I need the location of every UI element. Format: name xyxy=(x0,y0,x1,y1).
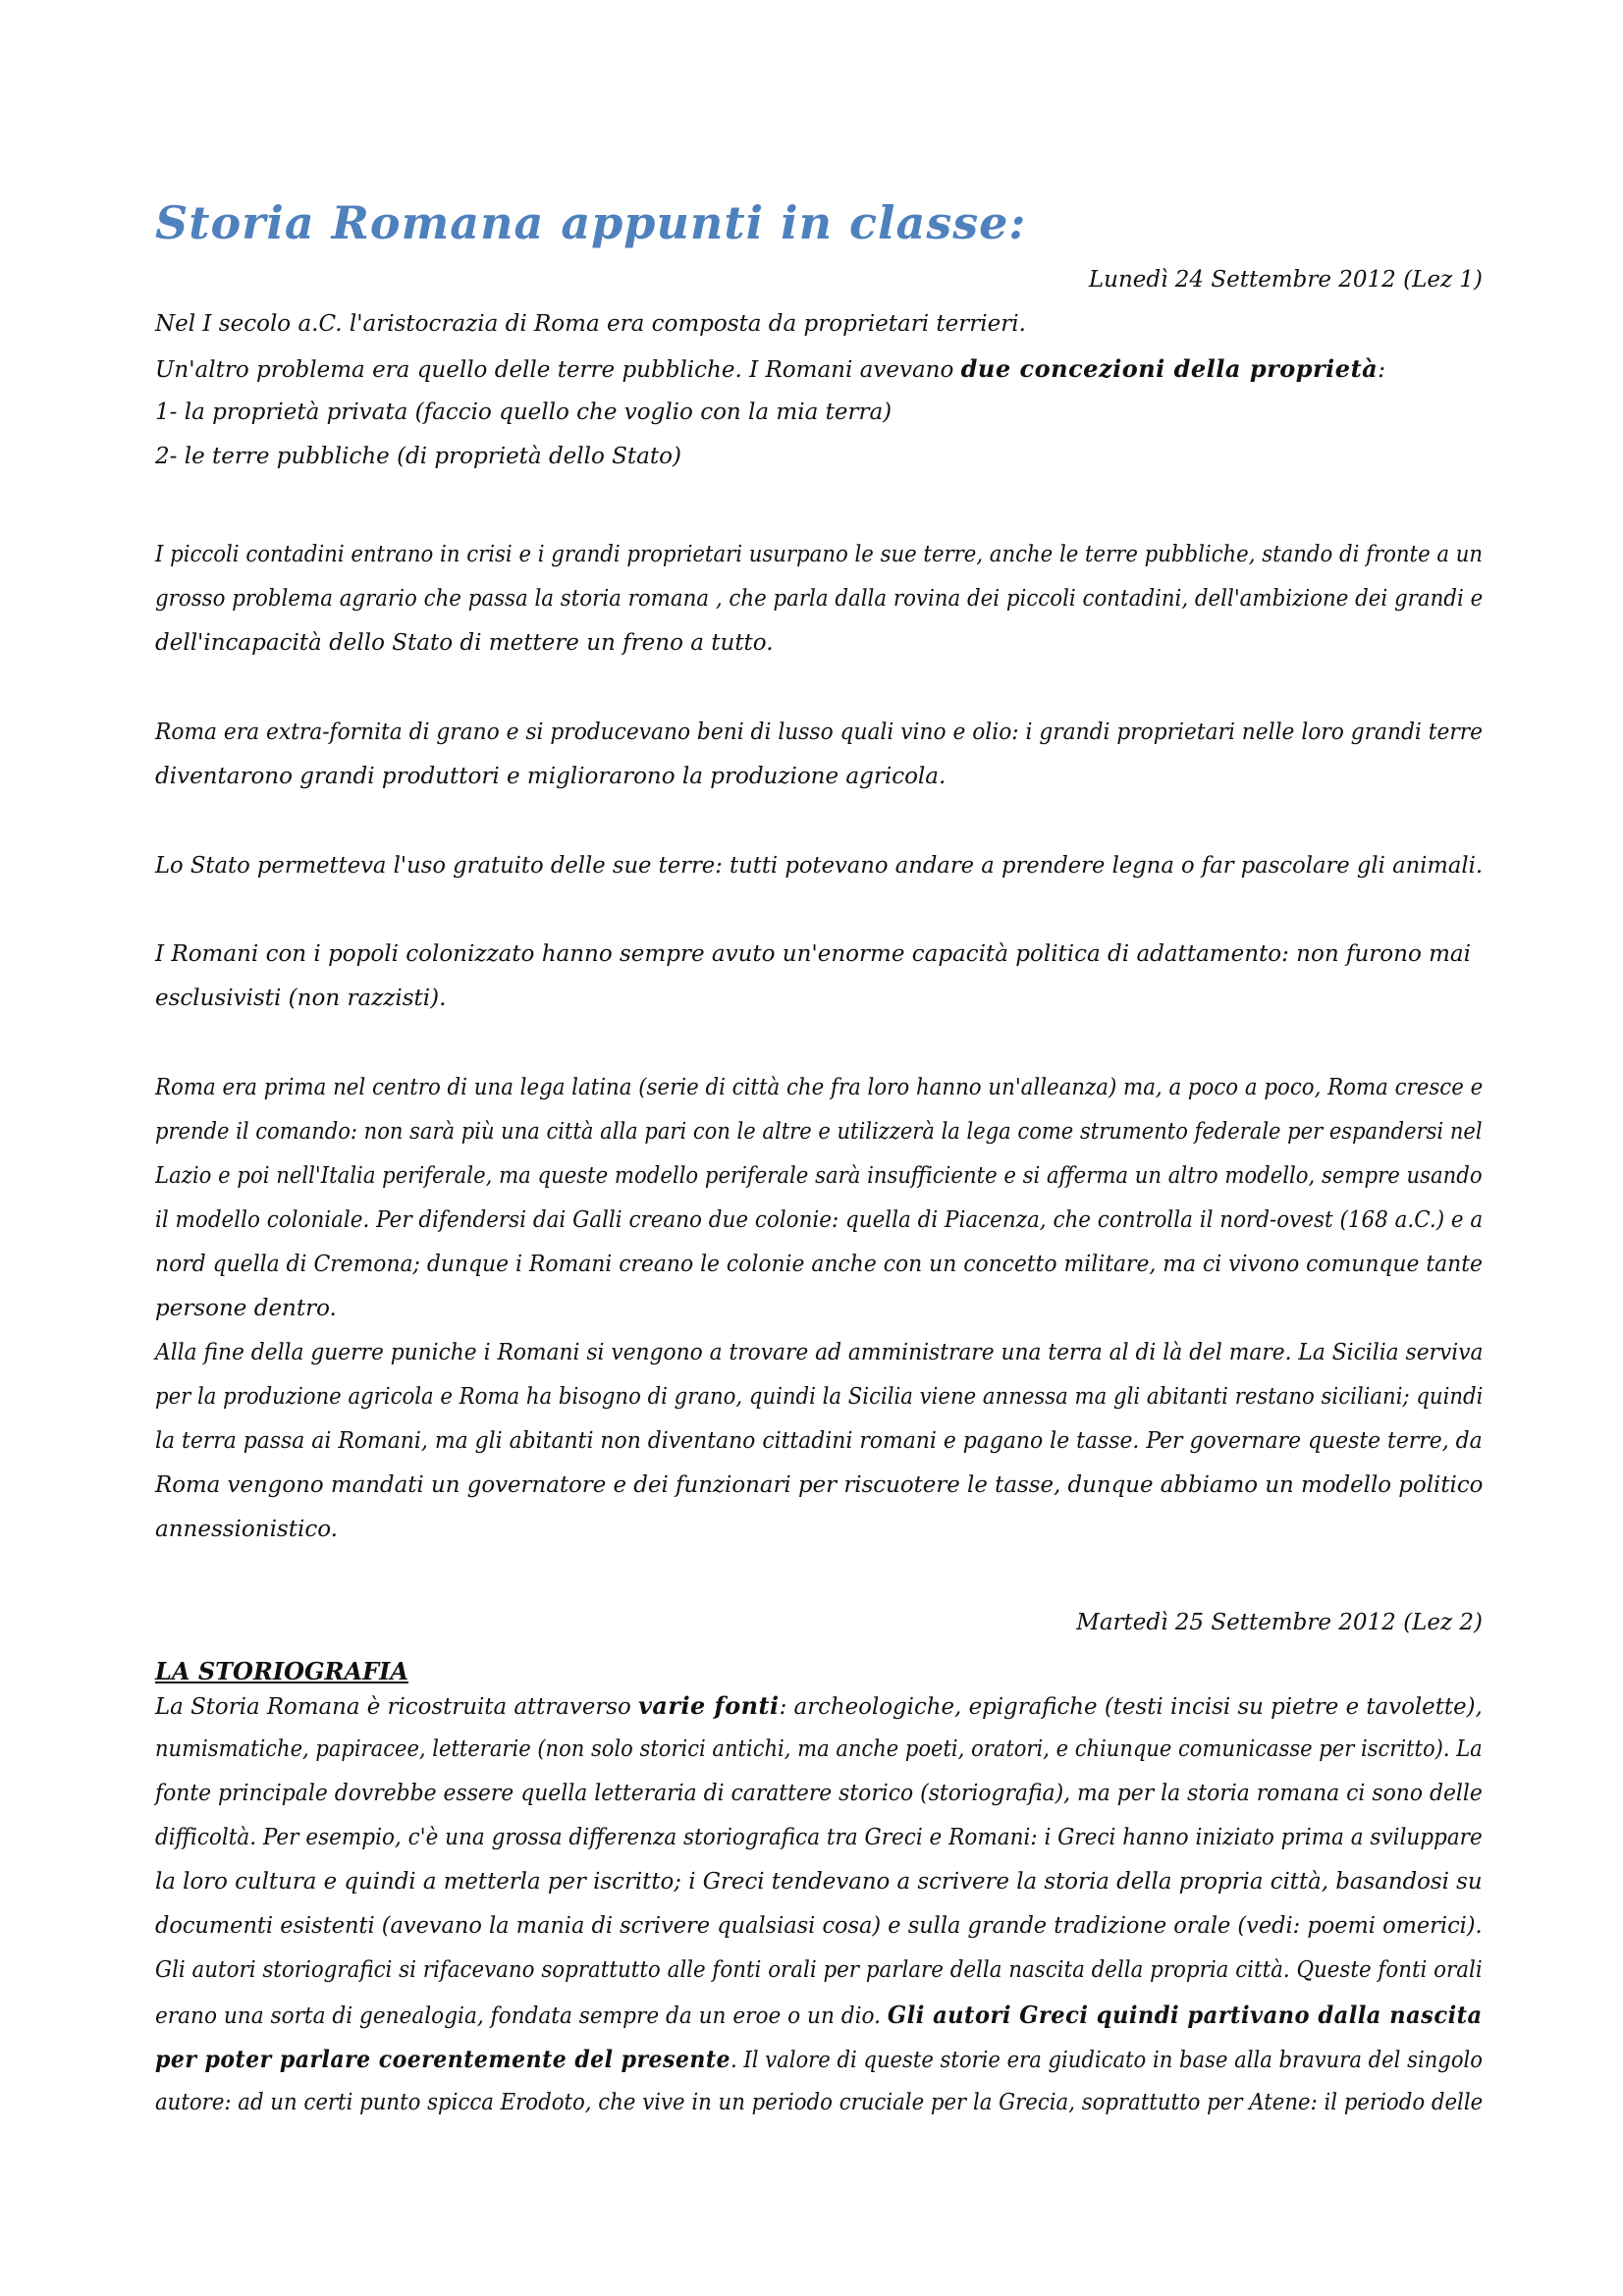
text-line: nord quella di Cremona; dunque i Romani creano le colonie anche con un concetto militare, ma ci vivono comunque tante xyxy=(155,1252,1483,1277)
text-line: annessionistico. xyxy=(155,1517,338,1542)
text-span: . Il valore di queste storie era giudicato in base alla bravura del singolo xyxy=(730,2048,1483,2073)
text-line: autore: ad un certi punto spicca Erodoto, che vive in un periodo cruciale per la Grecia, soprattutto per Atene: il periodo delle xyxy=(155,2090,1484,2115)
text-line: difficoltà. Per esempio, c'è una grossa differenza storiografica tra Greci e Romani: i Greci hanno iniziato prima a sviluppare xyxy=(155,1825,1483,1850)
lesson-1-paragraph-1 xyxy=(155,533,1483,666)
text-line: Lo Stato permetteva l'uso gratuito delle sue terre: tutti potevano andare a prendere legna o far pascolare gli animali. xyxy=(155,853,1484,879)
text-line: la loro cultura e quindi a metterla per iscritto; i Greci tendevano a scrivere la storia della propria città, basandosi su xyxy=(155,1869,1483,1895)
text-span: Un'altro problema era quello delle terre pubbliche. I Romani avevano xyxy=(155,357,961,383)
text-line: Nel I secolo a.C. l'aristocrazia di Roma era composta da proprietari terrieri. xyxy=(155,311,1026,337)
text-line: Roma vengono mandati un governatore e dei funzionari per riscuotere le tasse, dunque abbiamo un modello politico xyxy=(155,1472,1484,1498)
text-line xyxy=(155,2037,1483,2081)
text-line: I piccoli contadini entrano in crisi e i grandi proprietari usurpano le sue terre, anche le terre pubbliche, stando di fronte a un xyxy=(155,542,1484,567)
text-line: esclusivisti (non razzisti). xyxy=(155,986,447,1011)
lesson-1-date: Lunedì 24 Settembre 2012 (Lez 1) xyxy=(1088,267,1483,293)
text-line: persone dentro. xyxy=(155,1296,337,1321)
emphasis: varie fonti xyxy=(638,1691,780,1720)
lesson-2-date: Martedì 25 Settembre 2012 (Lez 2) xyxy=(1076,1610,1483,1635)
text-span: erano una sorta di genealogia, fondata sempre da un eroe o un dio. xyxy=(155,2003,888,2029)
emphasis: due concezioni della proprietà xyxy=(960,354,1379,383)
list-item: 1- la proprietà privata (faccio quello che voglio con la mia terra) xyxy=(155,400,893,425)
lesson-1-paragraph-3 xyxy=(155,844,1483,888)
text-line: la terra passa ai Romani, ma gli abitanti non diventano cittadini romani e pagano le tasse. Per governare queste terre, da xyxy=(155,1428,1483,1454)
lesson-1-paragraph-5 xyxy=(155,1066,1483,1552)
text-line xyxy=(155,1993,1483,2037)
lesson-2-body xyxy=(155,1683,1483,2125)
lesson-1-paragraph-4 xyxy=(155,933,1483,1021)
text-line: Lazio e poi nell'Italia periferale, ma queste modello periferale sarà insufficiente e si afferma un altro modello, sempre usando xyxy=(155,1163,1483,1189)
text-span: : xyxy=(1378,357,1385,383)
emphasis: Gli autori Greci quindi partivano dalla nascita xyxy=(887,2001,1483,2029)
text-line: Gli autori storiografici si rifacevano soprattutto alle fonti orali per parlare della nascita della propria città. Queste fonti orali xyxy=(155,1957,1483,1983)
text-line: documenti esistenti (avevano la mania di scrivere qualsiasi cosa) e sulla grande tradizione orale (vedi: poemi omerici). xyxy=(155,1913,1483,1939)
text-line xyxy=(155,347,1483,391)
emphasis: per poter parlare coerentemente del presente xyxy=(155,2045,730,2073)
lesson-1-intro xyxy=(155,302,1483,479)
text-line: fonte principale dovrebbe essere quella letteraria di carattere storico (storiografia), ma per la storia romana ci sono delle xyxy=(155,1781,1483,1806)
text-span: La Storia Romana è ricostruita attraverso xyxy=(155,1694,639,1720)
document-page xyxy=(155,0,1483,2296)
document-title: Storia Romana appunti in classe: xyxy=(155,196,1027,249)
text-line: per la produzione agricola e Roma ha bisogno di grano, quindi la Sicilia viene annessa ma gli abitanti restano siciliani; quindi xyxy=(155,1384,1484,1410)
text-line xyxy=(155,1683,1483,1728)
list-item: 2- le terre pubbliche (di proprietà dello Stato) xyxy=(155,444,681,469)
lesson-1-paragraph-2 xyxy=(155,711,1483,799)
text-line: Roma era extra-fornita di grano e si producevano beni di lusso quali vino e olio: i grandi proprietari nelle loro grandi terre xyxy=(155,720,1483,745)
text-line: grosso problema agrario che passa la storia romana , che parla dalla rovina dei piccoli contadini, dell'ambizione dei grandi e xyxy=(155,586,1484,612)
text-line: diventarono grandi produttori e migliorarono la produzione agricola. xyxy=(155,764,947,789)
text-line: dell'incapacità dello Stato di mettere un freno a tutto. xyxy=(155,630,774,656)
text-line: Alla fine della guerre puniche i Romani si vengono a trovare ad amministrare una terra al di là del mare. La Sicilia serviva xyxy=(155,1340,1484,1365)
text-line: I Romani con i popoli colonizzato hanno sempre avuto un'enorme capacità politica di adattamento: non furono mai xyxy=(155,941,1471,967)
text-line: il modello coloniale. Per difendersi dai Galli creano due colonie: quella di Piacenza, che controlla il nord-ovest (168 a.C.) e a xyxy=(155,1207,1484,1233)
section-heading: LA STORIOGRAFIA xyxy=(155,1657,408,1685)
text-line: numismatiche, papiracee, letterarie (non solo storici antichi, ma anche poeti, oratori, e chiunque comunicasse per iscritto). La xyxy=(155,1736,1483,1762)
text-line: prende il comando: non sarà più una città alla pari con le altre e utilizzerà la lega come strumento federale per espandersi nel xyxy=(155,1119,1483,1145)
text-line: Roma era prima nel centro di una lega latina (serie di città che fra loro hanno un'alleanza) ma, a poco a poco, Roma cresce e xyxy=(155,1075,1484,1100)
text-span: : archeologiche, epigrafiche (testi incisi su pietre e tavolette), xyxy=(779,1694,1483,1720)
